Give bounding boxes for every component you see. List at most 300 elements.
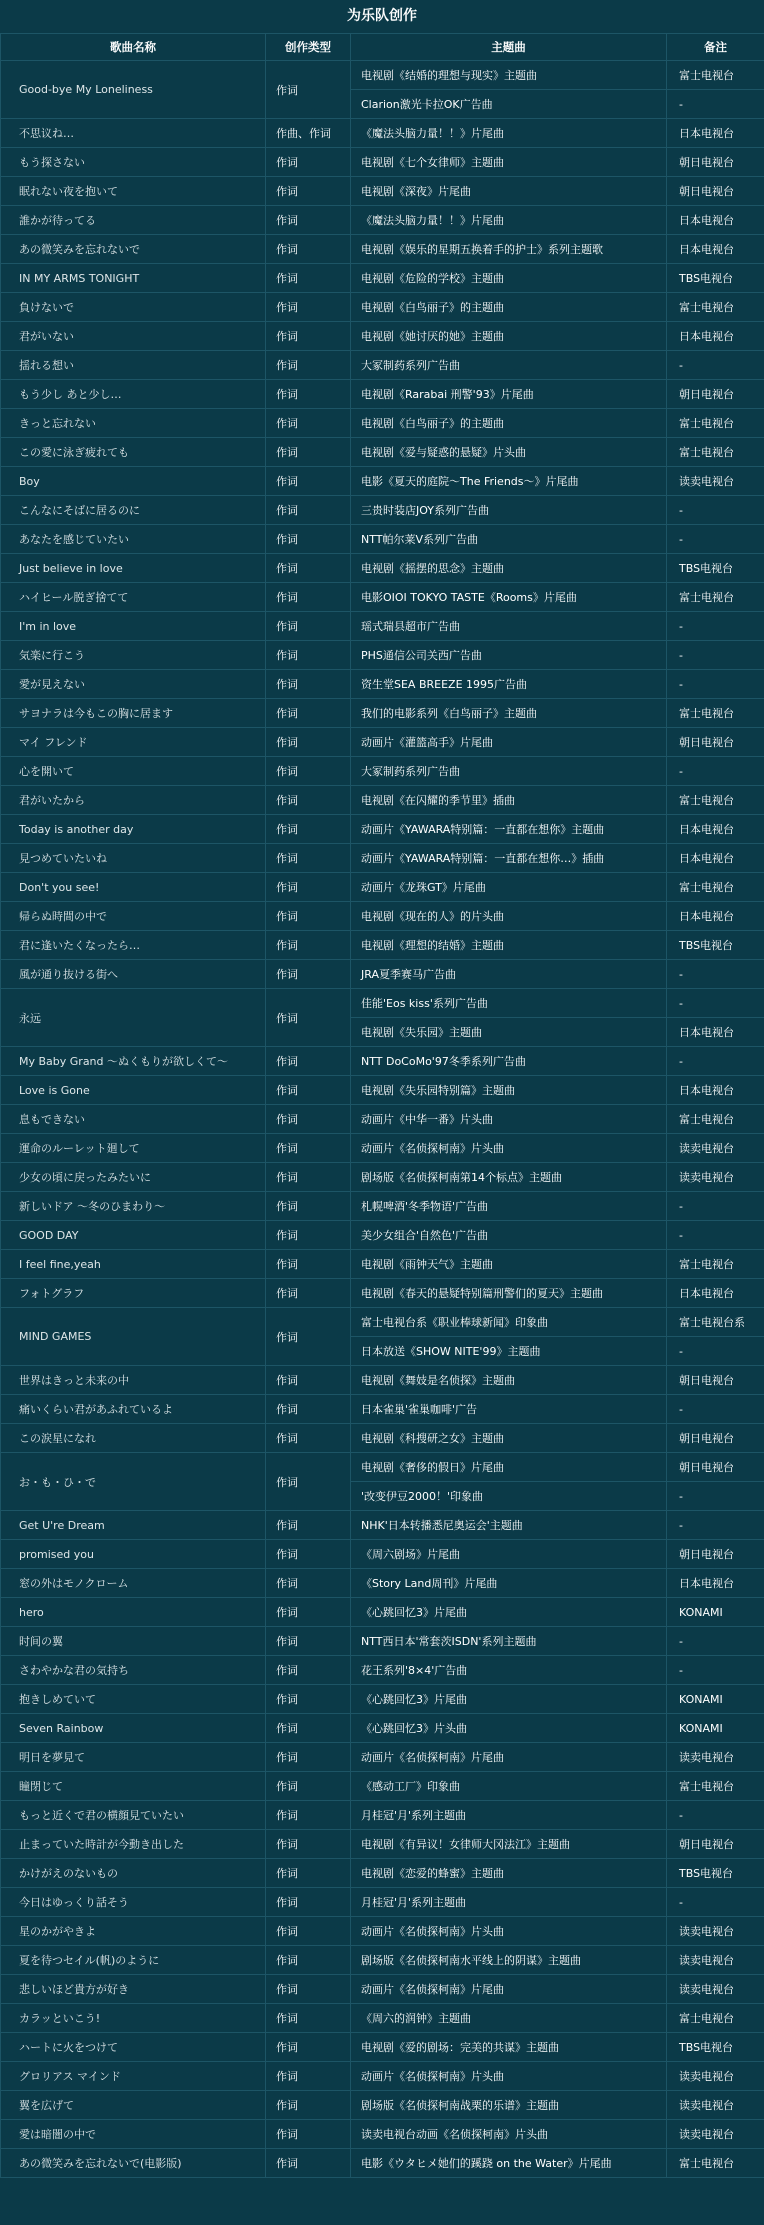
- creation-type-cell: 作词: [266, 1569, 351, 1598]
- theme-song-cell: 札幌啤酒'冬季物语'广告曲: [351, 1192, 667, 1221]
- theme-song-cell: 电影《ウタヒメ她们的蹊跷 on the Water》片尾曲: [351, 2149, 667, 2178]
- theme-song-cell: 动画片《名侦探柯南》片尾曲: [351, 1743, 667, 1772]
- table-row: [1, 1714, 764, 1743]
- note-cell: 富士电视台: [667, 61, 764, 90]
- song-name-cell: 帰らぬ時間の中で: [1, 902, 266, 931]
- theme-song-cell: JRA夏季赛马广告曲: [351, 960, 667, 989]
- table-row: [1, 380, 764, 409]
- table-row: [1, 960, 764, 989]
- table-row: [1, 2004, 764, 2033]
- creation-type-cell: 作词: [266, 1250, 351, 1279]
- creation-type-cell: 作词: [266, 1743, 351, 1772]
- table-row: [1, 1946, 764, 1975]
- table-row: [1, 61, 764, 90]
- table-row: [1, 293, 764, 322]
- theme-song-cell: NTT帕尔莱V系列广告曲: [351, 525, 667, 554]
- theme-song-cell: 《周六剧场》片尾曲: [351, 1540, 667, 1569]
- note-cell: -: [667, 1337, 764, 1366]
- note-cell: -: [667, 351, 764, 380]
- table-row: [1, 2062, 764, 2091]
- note-cell: 读卖电视台: [667, 2120, 764, 2149]
- creation-type-cell: 作词: [266, 1627, 351, 1656]
- theme-song-cell: 月桂冠'月'系列主题曲: [351, 1801, 667, 1830]
- note-cell: 富士电视台: [667, 699, 764, 728]
- song-name-cell: 誰かが待ってる: [1, 206, 266, 235]
- song-name-cell: あの微笑みを忘れないで(电影版): [1, 2149, 266, 2178]
- theme-song-cell: 电视剧《有异议！女律师大冈法江》主题曲: [351, 1830, 667, 1859]
- table-row: [1, 1888, 764, 1917]
- note-cell: 富士电视台: [667, 438, 764, 467]
- theme-song-cell: 电视剧《在闪耀的季节里》插曲: [351, 786, 667, 815]
- table-row: [1, 815, 764, 844]
- table-row: [1, 583, 764, 612]
- creation-type-cell: 作词: [266, 322, 351, 351]
- creation-type-cell: 作词: [266, 641, 351, 670]
- song-name-cell: Good-bye My Loneliness: [1, 61, 266, 119]
- table-row: [1, 757, 764, 786]
- theme-song-cell: 电视剧《舞妓是名侦探》主题曲: [351, 1366, 667, 1395]
- creation-type-cell: 作词: [266, 1511, 351, 1540]
- song-name-cell: 運命のルーレット廻して: [1, 1134, 266, 1163]
- table-row: [1, 1743, 764, 1772]
- note-cell: 富士电视台: [667, 293, 764, 322]
- table-row: [1, 902, 764, 931]
- creation-type-cell: 作词: [266, 177, 351, 206]
- note-cell: -: [667, 1627, 764, 1656]
- theme-song-cell: 读卖电视台动画《名侦探柯南》片头曲: [351, 2120, 667, 2149]
- table-header: [1, 34, 764, 61]
- note-cell: TBS电视台: [667, 931, 764, 960]
- song-name-cell: カラッといこう!: [1, 2004, 266, 2033]
- note-cell: 日本电视台: [667, 1569, 764, 1598]
- note-cell: 日本电视台: [667, 815, 764, 844]
- theme-song-cell: 剧场版《名侦探柯南战栗的乐谱》主题曲: [351, 2091, 667, 2120]
- song-name-cell: 止まっていた時計が今動き出した: [1, 1830, 266, 1859]
- creation-type-cell: 作词: [266, 1105, 351, 1134]
- note-cell: KONAMI: [667, 1598, 764, 1627]
- note-cell: 读卖电视台: [667, 1134, 764, 1163]
- creation-type-cell: 作词: [266, 2062, 351, 2091]
- creation-type-cell: 作词: [266, 2149, 351, 2178]
- note-cell: -: [667, 989, 764, 1018]
- theme-song-cell: 佳能'Eos kiss'系列广告曲: [351, 989, 667, 1018]
- theme-song-cell: 电视剧《失乐园》主题曲: [351, 1018, 667, 1047]
- song-name-cell: 息もできない: [1, 1105, 266, 1134]
- note-cell: 读卖电视台: [667, 1975, 764, 2004]
- table-row: [1, 1395, 764, 1424]
- table-row: [1, 1279, 764, 1308]
- table-row: [1, 1163, 764, 1192]
- note-cell: 日本电视台: [667, 1076, 764, 1105]
- song-name-cell: 新しいドア ～冬のひまわり～: [1, 1192, 266, 1221]
- note-cell: 读卖电视台: [667, 1917, 764, 1946]
- note-cell: -: [667, 612, 764, 641]
- note-cell: -: [667, 1888, 764, 1917]
- creation-type-cell: 作词: [266, 1221, 351, 1250]
- note-cell: 富士电视台: [667, 1772, 764, 1801]
- creation-type-cell: 作词: [266, 583, 351, 612]
- creation-type-cell: 作词: [266, 1134, 351, 1163]
- creation-type-cell: 作词: [266, 1714, 351, 1743]
- song-name-cell: 窓の外はモノクローム: [1, 1569, 266, 1598]
- table-row: [1, 1772, 764, 1801]
- table-row: [1, 1540, 764, 1569]
- note-cell: 富士电视台: [667, 2149, 764, 2178]
- song-name-cell: もう少し あと少し…: [1, 380, 266, 409]
- note-cell: TBS电视台: [667, 2033, 764, 2062]
- theme-song-cell: 月桂冠'月'系列主题曲: [351, 1888, 667, 1917]
- theme-song-cell: 电视剧《深夜》片尾曲: [351, 177, 667, 206]
- song-name-cell: Today is another day: [1, 815, 266, 844]
- theme-song-cell: 美少女组合'自然色'广告曲: [351, 1221, 667, 1250]
- song-name-cell: さわやかな君の気持ち: [1, 1656, 266, 1685]
- theme-song-cell: 《感动工厂》印象曲: [351, 1772, 667, 1801]
- song-name-cell: 时间の翼: [1, 1627, 266, 1656]
- theme-song-cell: 动画片《名侦探柯南》片头曲: [351, 1917, 667, 1946]
- theme-song-cell: 电视剧《她讨厌的她》主题曲: [351, 322, 667, 351]
- table-row: [1, 1250, 764, 1279]
- song-name-cell: グロリアス マインド: [1, 2062, 266, 2091]
- table-row: [1, 1076, 764, 1105]
- theme-song-cell: 电视剧《春天的悬疑特别篇刑警们的夏天》主题曲: [351, 1279, 667, 1308]
- song-name-cell: ハイヒール脱ぎ捨てて: [1, 583, 266, 612]
- theme-song-cell: 《Story Land周刊》片尾曲: [351, 1569, 667, 1598]
- creation-type-cell: 作词: [266, 989, 351, 1047]
- creation-type-cell: 作词: [266, 1424, 351, 1453]
- table-row: [1, 1917, 764, 1946]
- note-cell: -: [667, 525, 764, 554]
- song-name-cell: サヨナラは今もこの胸に居ます: [1, 699, 266, 728]
- theme-song-cell: 三贵时装店JOY系列广告曲: [351, 496, 667, 525]
- song-name-cell: 少女の頃に戻ったみたいに: [1, 1163, 266, 1192]
- table-row: [1, 844, 764, 873]
- table-row: [1, 641, 764, 670]
- theme-song-cell: 动画片《名侦探柯南》片尾曲: [351, 1975, 667, 2004]
- theme-song-cell: 剧场版《名侦探柯南第14个标点》主题曲: [351, 1163, 667, 1192]
- creation-type-cell: 作词: [266, 1540, 351, 1569]
- table-row: [1, 670, 764, 699]
- note-cell: 富士电视台: [667, 1250, 764, 1279]
- theme-song-cell: 瑶式瑞县超市广告曲: [351, 612, 667, 641]
- table-row: [1, 177, 764, 206]
- theme-song-cell: 电视剧《七个女律师》主题曲: [351, 148, 667, 177]
- note-cell: 日本电视台: [667, 119, 764, 148]
- song-name-cell: Just believe in love: [1, 554, 266, 583]
- table-row: [1, 467, 764, 496]
- creation-type-cell: 作词: [266, 1366, 351, 1395]
- table-row: [1, 728, 764, 757]
- table-row: [1, 1685, 764, 1714]
- theme-song-cell: 《心跳回忆3》片尾曲: [351, 1685, 667, 1714]
- note-cell: -: [667, 90, 764, 119]
- creation-type-cell: 作词: [266, 612, 351, 641]
- theme-song-cell: 日本雀巢'雀巢咖啡'广告: [351, 1395, 667, 1424]
- song-name-cell: あの微笑みを忘れないで: [1, 235, 266, 264]
- song-name-cell: マイ フレンド: [1, 728, 266, 757]
- creation-type-cell: 作词: [266, 960, 351, 989]
- theme-song-cell: NHK'日本转播悉尼奥运会'主题曲: [351, 1511, 667, 1540]
- creation-type-cell: 作词: [266, 786, 351, 815]
- creation-type-cell: 作词: [266, 844, 351, 873]
- creation-type-cell: 作词: [266, 554, 351, 583]
- note-cell: TBS电视台: [667, 264, 764, 293]
- table-row: [1, 2120, 764, 2149]
- note-cell: 读卖电视台: [667, 2062, 764, 2091]
- creation-type-cell: 作词: [266, 380, 351, 409]
- theme-song-cell: 剧场版《名侦探柯南水平线上的阴谋》主题曲: [351, 1946, 667, 1975]
- creation-type-cell: 作词: [266, 1192, 351, 1221]
- creation-type-cell: 作词: [266, 728, 351, 757]
- song-name-cell: もう探さない: [1, 148, 266, 177]
- song-name-cell: この愛に泳ぎ疲れても: [1, 438, 266, 467]
- song-name-cell: 抱きしめていて: [1, 1685, 266, 1714]
- song-name-cell: 星のかがやきよ: [1, 1917, 266, 1946]
- theme-song-cell: 电视剧《爱的剧场：完美的共谋》主题曲: [351, 2033, 667, 2062]
- theme-song-cell: 《心跳回忆3》片尾曲: [351, 1598, 667, 1627]
- note-cell: TBS电视台: [667, 554, 764, 583]
- table-row: [1, 438, 764, 467]
- table-row: [1, 1598, 764, 1627]
- creation-type-cell: 作词: [266, 525, 351, 554]
- note-cell: -: [667, 1656, 764, 1685]
- table-row: [1, 1453, 764, 1482]
- table-row: [1, 1975, 764, 2004]
- creation-type-cell: 作词: [266, 1772, 351, 1801]
- note-cell: -: [667, 757, 764, 786]
- song-name-cell: 愛は暗闇の中で: [1, 2120, 266, 2149]
- table-row: [1, 873, 764, 902]
- table-row: [1, 1569, 764, 1598]
- header-type: 创作类型: [266, 34, 351, 61]
- table-row: [1, 2091, 764, 2120]
- note-cell: 富士电视台: [667, 409, 764, 438]
- creation-type-cell: 作词: [266, 757, 351, 786]
- table-row: [1, 1859, 764, 1888]
- song-name-cell: I feel fine,yeah: [1, 1250, 266, 1279]
- theme-song-cell: 富士电视台系《职业棒球新闻》印象曲: [351, 1308, 667, 1337]
- note-cell: 读卖电视台: [667, 2091, 764, 2120]
- table-row: [1, 235, 764, 264]
- theme-song-cell: 动画片《YAWARA特别篇：一直都在想你》主题曲: [351, 815, 667, 844]
- song-name-cell: 揺れる想い: [1, 351, 266, 380]
- table-row: [1, 931, 764, 960]
- table-row: [1, 1801, 764, 1830]
- creation-type-cell: 作词: [266, 1279, 351, 1308]
- theme-song-cell: 电视剧《爱与疑惑的悬疑》片头曲: [351, 438, 667, 467]
- table-row: [1, 989, 764, 1018]
- creation-type-cell: 作词: [266, 1975, 351, 2004]
- table-row: [1, 148, 764, 177]
- header-theme: 主题曲: [351, 34, 667, 61]
- note-cell: 日本电视台: [667, 206, 764, 235]
- note-cell: 富士电视台: [667, 873, 764, 902]
- note-cell: 日本电视台: [667, 235, 764, 264]
- theme-song-cell: NTT DoCoMo'97冬季系列广告曲: [351, 1047, 667, 1076]
- table-row: [1, 496, 764, 525]
- song-name-cell: 今日はゆっくり話そう: [1, 1888, 266, 1917]
- song-name-cell: 世界はきっと未来の中: [1, 1366, 266, 1395]
- creation-type-cell: 作词: [266, 1076, 351, 1105]
- note-cell: KONAMI: [667, 1685, 764, 1714]
- theme-song-cell: NTT西日本'常套茨ISDN'系列主题曲: [351, 1627, 667, 1656]
- note-cell: -: [667, 496, 764, 525]
- song-name-cell: 夏を待つセイル(帆)のように: [1, 1946, 266, 1975]
- song-name-cell: promised you: [1, 1540, 266, 1569]
- theme-song-cell: PHS通信公司关西广告曲: [351, 641, 667, 670]
- note-cell: -: [667, 670, 764, 699]
- song-name-cell: 悲しいほど貴方が好き: [1, 1975, 266, 2004]
- theme-song-cell: 《魔法头脑力量！！》片尾曲: [351, 119, 667, 148]
- song-name-cell: 負けないで: [1, 293, 266, 322]
- song-name-cell: 君がいない: [1, 322, 266, 351]
- song-name-cell: IN MY ARMS TONIGHT: [1, 264, 266, 293]
- song-name-cell: 君がいたから: [1, 786, 266, 815]
- table-row: [1, 119, 764, 148]
- note-cell: -: [667, 1221, 764, 1250]
- note-cell: 朝日电视台: [667, 177, 764, 206]
- theme-song-cell: 我们的电影系列《白鸟丽子》主题曲: [351, 699, 667, 728]
- creation-type-cell: 作词: [266, 1888, 351, 1917]
- table-row: [1, 1366, 764, 1395]
- note-cell: -: [667, 1047, 764, 1076]
- song-name-cell: Boy: [1, 467, 266, 496]
- page-title: 为乐队创作: [347, 8, 417, 24]
- creation-type-cell: 作词: [266, 931, 351, 960]
- creation-type-cell: 作词: [266, 235, 351, 264]
- creation-type-cell: 作词: [266, 206, 351, 235]
- note-cell: 日本电视台: [667, 322, 764, 351]
- song-name-cell: Love is Gone: [1, 1076, 266, 1105]
- song-name-cell: お・も・ひ・で: [1, 1453, 266, 1511]
- theme-song-cell: 电影《夏天的庭院～The Friends～》片尾曲: [351, 467, 667, 496]
- theme-song-cell: 动画片《龙珠GT》片尾曲: [351, 873, 667, 902]
- theme-song-cell: 电视剧《娱乐的星期五换着手的护士》系列主题歌: [351, 235, 667, 264]
- theme-song-cell: 日本放送《SHOW NITE'99》主题曲: [351, 1337, 667, 1366]
- table-row: [1, 786, 764, 815]
- creation-type-cell: 作词: [266, 699, 351, 728]
- note-cell: -: [667, 1801, 764, 1830]
- song-name-cell: 眠れない夜を抱いて: [1, 177, 266, 206]
- song-name-cell: I'm in love: [1, 612, 266, 641]
- theme-song-cell: 大冢制药系列广告曲: [351, 757, 667, 786]
- song-name-cell: 不思议ね…: [1, 119, 266, 148]
- song-name-cell: ハートに火をつけて: [1, 2033, 266, 2062]
- table-row: [1, 612, 764, 641]
- theme-song-cell: 《心跳回忆3》片头曲: [351, 1714, 667, 1743]
- creation-type-cell: 作词: [266, 1830, 351, 1859]
- theme-song-cell: 大冢制药系列广告曲: [351, 351, 667, 380]
- song-name-cell: hero: [1, 1598, 266, 1627]
- creation-type-cell: 作词: [266, 1656, 351, 1685]
- table-row: [1, 554, 764, 583]
- creation-type-cell: 作词: [266, 902, 351, 931]
- note-cell: 富士电视台系: [667, 1308, 764, 1337]
- table-row: [1, 1221, 764, 1250]
- theme-song-cell: 电视剧《结婚的理想与现实》主题曲: [351, 61, 667, 90]
- theme-song-cell: 电视剧《摇摆的思念》主题曲: [351, 554, 667, 583]
- table-row: [1, 2033, 764, 2062]
- note-cell: 富士电视台: [667, 2004, 764, 2033]
- song-name-cell: GOOD DAY: [1, 1221, 266, 1250]
- theme-song-cell: 动画片《YAWARA特别篇：一直都在想你…》插曲: [351, 844, 667, 873]
- song-name-cell: 永远: [1, 989, 266, 1047]
- song-name-cell: もっと近くで君の横顔見ていたい: [1, 1801, 266, 1830]
- creation-type-cell: 作词: [266, 2033, 351, 2062]
- note-cell: 朝日电视台: [667, 1830, 764, 1859]
- theme-song-cell: 电影OIOI TOKYO TASTE《Rooms》片尾曲: [351, 583, 667, 612]
- theme-song-cell: 《魔法头脑力量！！》片尾曲: [351, 206, 667, 235]
- creation-type-cell: 作词: [266, 1801, 351, 1830]
- note-cell: 富士电视台: [667, 1105, 764, 1134]
- table-row: [1, 1047, 764, 1076]
- creation-type-cell: 作词: [266, 496, 351, 525]
- song-name-cell: こんなにそばに居るのに: [1, 496, 266, 525]
- header-song: 歌曲名称: [1, 34, 266, 61]
- creation-type-cell: 作词: [266, 351, 351, 380]
- theme-song-cell: 动画片《名侦探柯南》片头曲: [351, 2062, 667, 2091]
- creation-type-cell: 作词: [266, 1395, 351, 1424]
- creation-type-cell: 作词: [266, 1917, 351, 1946]
- creation-type-cell: 作词: [266, 1859, 351, 1888]
- note-cell: 读卖电视台: [667, 467, 764, 496]
- song-name-cell: 見つめていたいね: [1, 844, 266, 873]
- note-cell: -: [667, 1511, 764, 1540]
- table-row: [1, 1424, 764, 1453]
- table-row: [1, 1192, 764, 1221]
- song-name-cell: あなたを感じていたい: [1, 525, 266, 554]
- songs-table: [0, 33, 764, 2178]
- creation-type-cell: 作词: [266, 1453, 351, 1511]
- note-cell: 朝日电视台: [667, 1453, 764, 1482]
- theme-song-cell: 动画片《名侦探柯南》片头曲: [351, 1134, 667, 1163]
- table-row: [1, 1105, 764, 1134]
- table-row: [1, 351, 764, 380]
- song-name-cell: きっと忘れない: [1, 409, 266, 438]
- theme-song-cell: 电视剧《失乐园特别篇》主题曲: [351, 1076, 667, 1105]
- song-name-cell: 翼を広げて: [1, 2091, 266, 2120]
- theme-song-cell: 花王系列'8×4'广告曲: [351, 1656, 667, 1685]
- note-cell: TBS电视台: [667, 1859, 764, 1888]
- song-name-cell: Seven Rainbow: [1, 1714, 266, 1743]
- creation-type-cell: 作词: [266, 61, 351, 119]
- note-cell: 读卖电视台: [667, 1946, 764, 1975]
- creation-type-cell: 作词: [266, 467, 351, 496]
- note-cell: -: [667, 1482, 764, 1511]
- creation-type-cell: 作词: [266, 873, 351, 902]
- creation-type-cell: 作词: [266, 1946, 351, 1975]
- table-body: [1, 61, 764, 2178]
- note-cell: -: [667, 1395, 764, 1424]
- note-cell: 日本电视台: [667, 1018, 764, 1047]
- song-name-cell: この涙星になれ: [1, 1424, 266, 1453]
- song-name-cell: 気楽に行こう: [1, 641, 266, 670]
- creation-type-cell: 作词: [266, 1163, 351, 1192]
- table-row: [1, 2149, 764, 2178]
- note-cell: -: [667, 641, 764, 670]
- theme-song-cell: 电视剧《Rarabai 刑警'93》片尾曲: [351, 380, 667, 409]
- note-cell: 读卖电视台: [667, 1743, 764, 1772]
- song-name-cell: 明日を夢見て: [1, 1743, 266, 1772]
- theme-song-cell: 电视剧《白鸟丽子》的主题曲: [351, 409, 667, 438]
- creation-type-cell: 作词: [266, 293, 351, 322]
- creation-type-cell: 作词: [266, 438, 351, 467]
- table-row: [1, 206, 764, 235]
- note-cell: 朝日电视台: [667, 148, 764, 177]
- creation-type-cell: 作词: [266, 409, 351, 438]
- note-cell: 朝日电视台: [667, 1540, 764, 1569]
- note-cell: 读卖电视台: [667, 1163, 764, 1192]
- theme-song-cell: 《周六的润钟》主题曲: [351, 2004, 667, 2033]
